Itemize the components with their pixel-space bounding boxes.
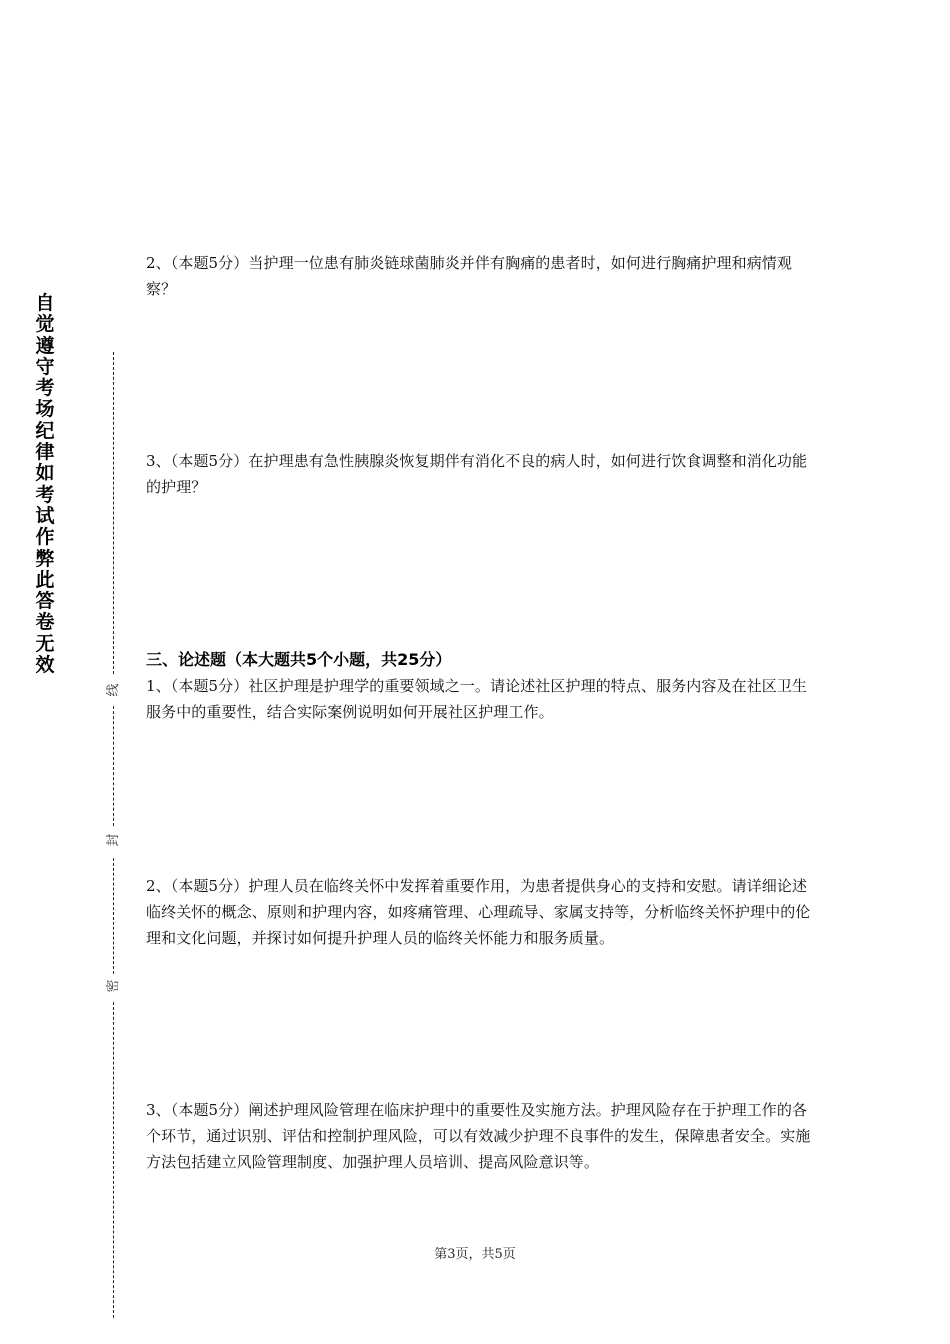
question-text: 2、（本题5分）当护理一位患有肺炎链球菌肺炎并伴有胸痛的患者时，如何进行胸痛护理和病情观察？ [146, 254, 792, 298]
binding-dash-segment [113, 352, 114, 674]
binding-char-xian: 线 [106, 683, 121, 697]
question-2-3 [146, 448, 814, 500]
section-heading: 三、论述题（本大题共5个小题，共25分） [146, 650, 452, 669]
question-3-1 [146, 673, 814, 725]
question-3-2 [146, 873, 814, 951]
question-text: 3、（本题5分）在护理患有急性胰腺炎恢复期伴有消化不良的病人时，如何进行饮食调整和消化功能的护理？ [146, 452, 808, 496]
page-number: 第3页，共5页 [434, 1247, 516, 1262]
question-text: 1、（本题5分）社区护理是护理学的重要领域之一。请论述社区护理的特点、服务内容及在社区卫生服务中的重要性，结合实际案例说明如何开展社区护理工作。 [146, 677, 808, 721]
exam-discipline-notice: 自觉遵守考场纪律如考试作弊此答卷无效 [35, 292, 55, 677]
binding-line [106, 352, 122, 1320]
question-2-2 [146, 250, 814, 302]
binding-char-feng: 封 [106, 833, 121, 847]
question-text: 3、（本题5分）阐述护理风险管理在临床护理中的重要性及实施方法。护理风险存在于护理工作的各个环节，通过识别、评估和控制护理风险，可以有效减少护理不良事件的发生，保障患者安全。实施方法包括建立风险管理制度、加强护理人员培训、提高风险意识等。 [146, 1101, 811, 1171]
binding-dash-segment [113, 1002, 114, 1318]
question-text: 2、（本题5分）护理人员在临终关怀中发挥着重要作用，为患者提供身心的支持和安慰。请详细论述临终关怀的概念、原则和护理内容，如疼痛管理、心理疏导、家属支持等，分析临终关怀护理中的伦理和文化问题，并探讨如何提升护理人员的临终关怀能力和服务质量。 [146, 877, 811, 947]
binding-dash-segment [113, 706, 114, 826]
binding-char-mi: 密 [106, 979, 121, 993]
binding-dash-segment [113, 858, 114, 974]
question-3-3 [146, 1097, 814, 1175]
